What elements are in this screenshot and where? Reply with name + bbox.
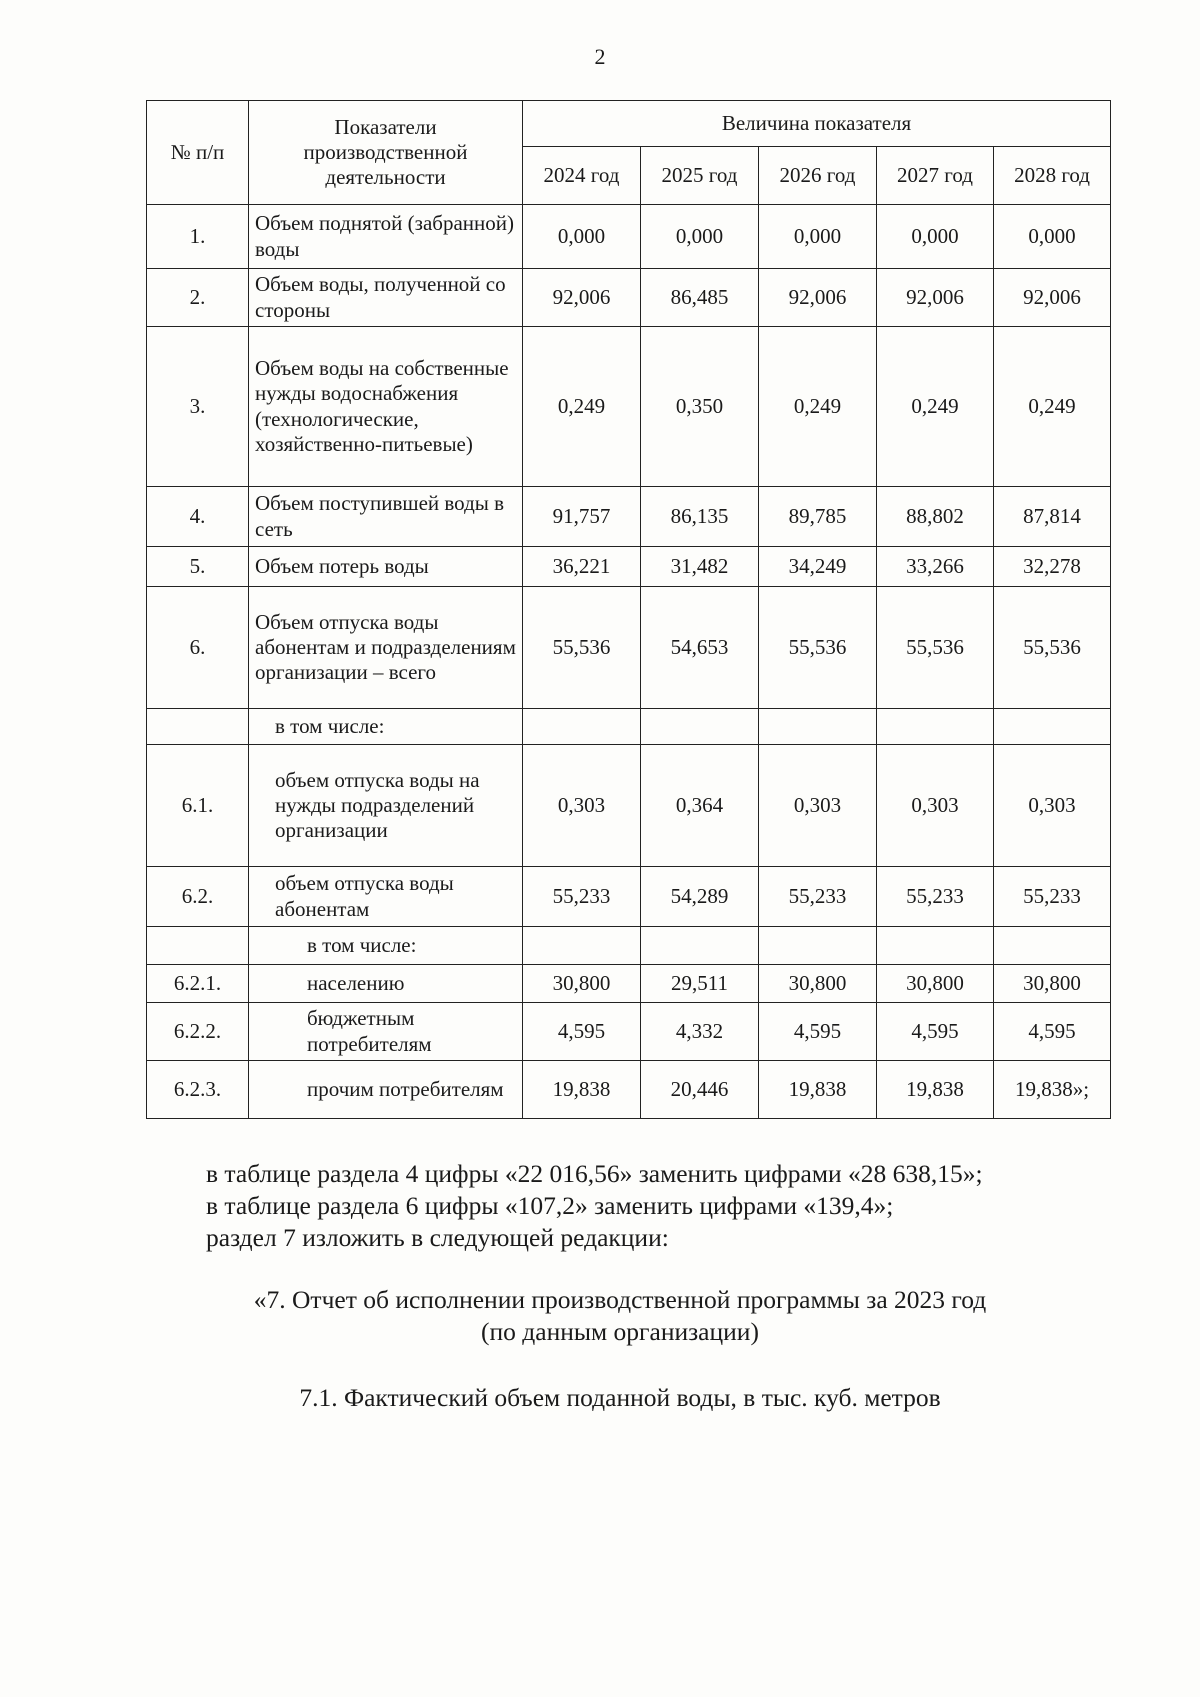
row-num: 6. bbox=[147, 587, 249, 709]
row-name: Объем потерь воды bbox=[249, 547, 523, 587]
row-value: 91,757 bbox=[523, 487, 641, 547]
row-name: Объем поднятой (забранной) воды bbox=[249, 205, 523, 269]
row-value: 0,249 bbox=[759, 327, 877, 487]
header-year: 2024 год bbox=[523, 147, 641, 205]
header-num: № п/п bbox=[147, 101, 249, 205]
table-row bbox=[147, 269, 1111, 327]
row-value: 55,536 bbox=[877, 587, 994, 709]
row-value: 4,595 bbox=[523, 1003, 641, 1061]
row-num bbox=[147, 927, 249, 965]
row-name: Объем воды, полученной со стороны bbox=[249, 269, 523, 327]
header-year: 2025 год bbox=[641, 147, 759, 205]
row-value bbox=[994, 927, 1111, 965]
row-value bbox=[523, 709, 641, 745]
row-value: 0,364 bbox=[641, 745, 759, 867]
row-value: 4,595 bbox=[877, 1003, 994, 1061]
row-value: 87,814 bbox=[994, 487, 1111, 547]
row-value bbox=[641, 927, 759, 965]
row-num: 6.2.3. bbox=[147, 1061, 249, 1119]
row-name: объем отпуска воды на нужды подразделений организации bbox=[249, 745, 523, 867]
row-value: 55,536 bbox=[994, 587, 1111, 709]
row-value: 55,233 bbox=[523, 867, 641, 927]
section-title-line: (по данным организации) bbox=[481, 1317, 759, 1346]
row-num: 6.2.2. bbox=[147, 1003, 249, 1061]
row-value: 32,278 bbox=[994, 547, 1111, 587]
row-value: 31,482 bbox=[641, 547, 759, 587]
section-title bbox=[0, 1284, 1200, 1348]
row-value: 19,838 bbox=[759, 1061, 877, 1119]
section-title-line: «7. Отчет об исполнении производственной программы за 2023 год bbox=[253, 1285, 987, 1314]
paragraph: в таблице раздела 4 цифры «22 016,56» заменить цифрами «28 638,15»; bbox=[206, 1159, 983, 1188]
header-year: 2027 год bbox=[877, 147, 994, 205]
table-row bbox=[147, 205, 1111, 269]
row-value bbox=[994, 709, 1111, 745]
table-row bbox=[147, 1061, 1111, 1119]
row-value bbox=[641, 709, 759, 745]
row-value: 0,303 bbox=[994, 745, 1111, 867]
row-value: 88,802 bbox=[877, 487, 994, 547]
row-value: 92,006 bbox=[759, 269, 877, 327]
table-row bbox=[147, 867, 1111, 927]
row-value: 20,446 bbox=[641, 1061, 759, 1119]
row-value: 19,838 bbox=[523, 1061, 641, 1119]
row-num: 4. bbox=[147, 487, 249, 547]
row-value: 92,006 bbox=[994, 269, 1111, 327]
header-value-group: Величина показателя bbox=[523, 101, 1111, 147]
page-number: 2 bbox=[594, 44, 606, 69]
row-value: 0,000 bbox=[994, 205, 1111, 269]
row-value: 4,332 bbox=[641, 1003, 759, 1061]
table-row bbox=[147, 745, 1111, 867]
row-name: прочим потребителям bbox=[249, 1061, 523, 1119]
row-name: бюджетным потребителям bbox=[249, 1003, 523, 1061]
row-name: в том числе: bbox=[249, 709, 523, 745]
row-value: 86,135 bbox=[641, 487, 759, 547]
row-value bbox=[759, 927, 877, 965]
row-value: 33,266 bbox=[877, 547, 994, 587]
row-name: в том числе: bbox=[249, 927, 523, 965]
row-num: 5. bbox=[147, 547, 249, 587]
table-row bbox=[147, 587, 1111, 709]
row-num: 2. bbox=[147, 269, 249, 327]
row-value: 54,289 bbox=[641, 867, 759, 927]
row-value: 0,249 bbox=[523, 327, 641, 487]
row-value: 30,800 bbox=[994, 965, 1111, 1003]
row-value: 55,536 bbox=[523, 587, 641, 709]
header-year: 2026 год bbox=[759, 147, 877, 205]
header-indicator: Показатели производственной деятельности bbox=[249, 101, 523, 205]
row-name: населению bbox=[249, 965, 523, 1003]
row-value: 54,653 bbox=[641, 587, 759, 709]
row-num: 6.2. bbox=[147, 867, 249, 927]
header-year: 2028 год bbox=[994, 147, 1111, 205]
paragraph: в таблице раздела 6 цифры «107,2» заменить цифрами «139,4»; bbox=[206, 1191, 894, 1220]
row-num: 6.2.1. bbox=[147, 965, 249, 1003]
row-value: 0,000 bbox=[523, 205, 641, 269]
row-num: 1. bbox=[147, 205, 249, 269]
row-value: 30,800 bbox=[523, 965, 641, 1003]
row-value: 55,233 bbox=[994, 867, 1111, 927]
row-value: 0,000 bbox=[877, 205, 994, 269]
row-value: 30,800 bbox=[877, 965, 994, 1003]
table-row bbox=[147, 1003, 1111, 1061]
row-value: 29,511 bbox=[641, 965, 759, 1003]
row-value: 0,249 bbox=[877, 327, 994, 487]
production-indicators-table bbox=[146, 100, 1111, 1119]
row-name: Объем поступившей воды в сеть bbox=[249, 487, 523, 547]
row-value bbox=[877, 927, 994, 965]
row-value: 19,838»; bbox=[994, 1061, 1111, 1119]
row-value: 55,233 bbox=[759, 867, 877, 927]
row-num bbox=[147, 709, 249, 745]
row-value: 0,350 bbox=[641, 327, 759, 487]
row-value bbox=[877, 709, 994, 745]
row-name: объем отпуска воды абонентам bbox=[249, 867, 523, 927]
row-value: 0,249 bbox=[994, 327, 1111, 487]
subsection-title: 7.1. Фактический объем поданной воды, в тыс. куб. метров bbox=[299, 1383, 941, 1412]
row-value: 92,006 bbox=[877, 269, 994, 327]
row-name: Объем воды на собственные нужды водоснабжения (технологические, хозяйственно-питьевые) bbox=[249, 327, 523, 487]
table-row bbox=[147, 927, 1111, 965]
row-value: 4,595 bbox=[994, 1003, 1111, 1061]
row-value bbox=[523, 927, 641, 965]
row-value: 4,595 bbox=[759, 1003, 877, 1061]
amendment-paragraphs bbox=[206, 1158, 983, 1254]
row-value: 19,838 bbox=[877, 1061, 994, 1119]
table-row bbox=[147, 547, 1111, 587]
table-row bbox=[147, 487, 1111, 547]
row-num: 3. bbox=[147, 327, 249, 487]
row-value: 89,785 bbox=[759, 487, 877, 547]
row-value: 0,000 bbox=[641, 205, 759, 269]
row-value bbox=[759, 709, 877, 745]
paragraph: раздел 7 изложить в следующей редакции: bbox=[206, 1223, 669, 1252]
row-value: 92,006 bbox=[523, 269, 641, 327]
row-value: 36,221 bbox=[523, 547, 641, 587]
table-row bbox=[147, 965, 1111, 1003]
row-num: 6.1. bbox=[147, 745, 249, 867]
row-value: 0,303 bbox=[759, 745, 877, 867]
table-row bbox=[147, 709, 1111, 745]
row-value: 0,000 bbox=[759, 205, 877, 269]
row-value: 0,303 bbox=[523, 745, 641, 867]
row-value: 55,536 bbox=[759, 587, 877, 709]
row-value: 86,485 bbox=[641, 269, 759, 327]
row-value: 34,249 bbox=[759, 547, 877, 587]
row-name: Объем отпуска воды абонентам и подразделениям организации – всего bbox=[249, 587, 523, 709]
table-row bbox=[147, 327, 1111, 487]
row-value: 0,303 bbox=[877, 745, 994, 867]
row-value: 55,233 bbox=[877, 867, 994, 927]
row-value: 30,800 bbox=[759, 965, 877, 1003]
